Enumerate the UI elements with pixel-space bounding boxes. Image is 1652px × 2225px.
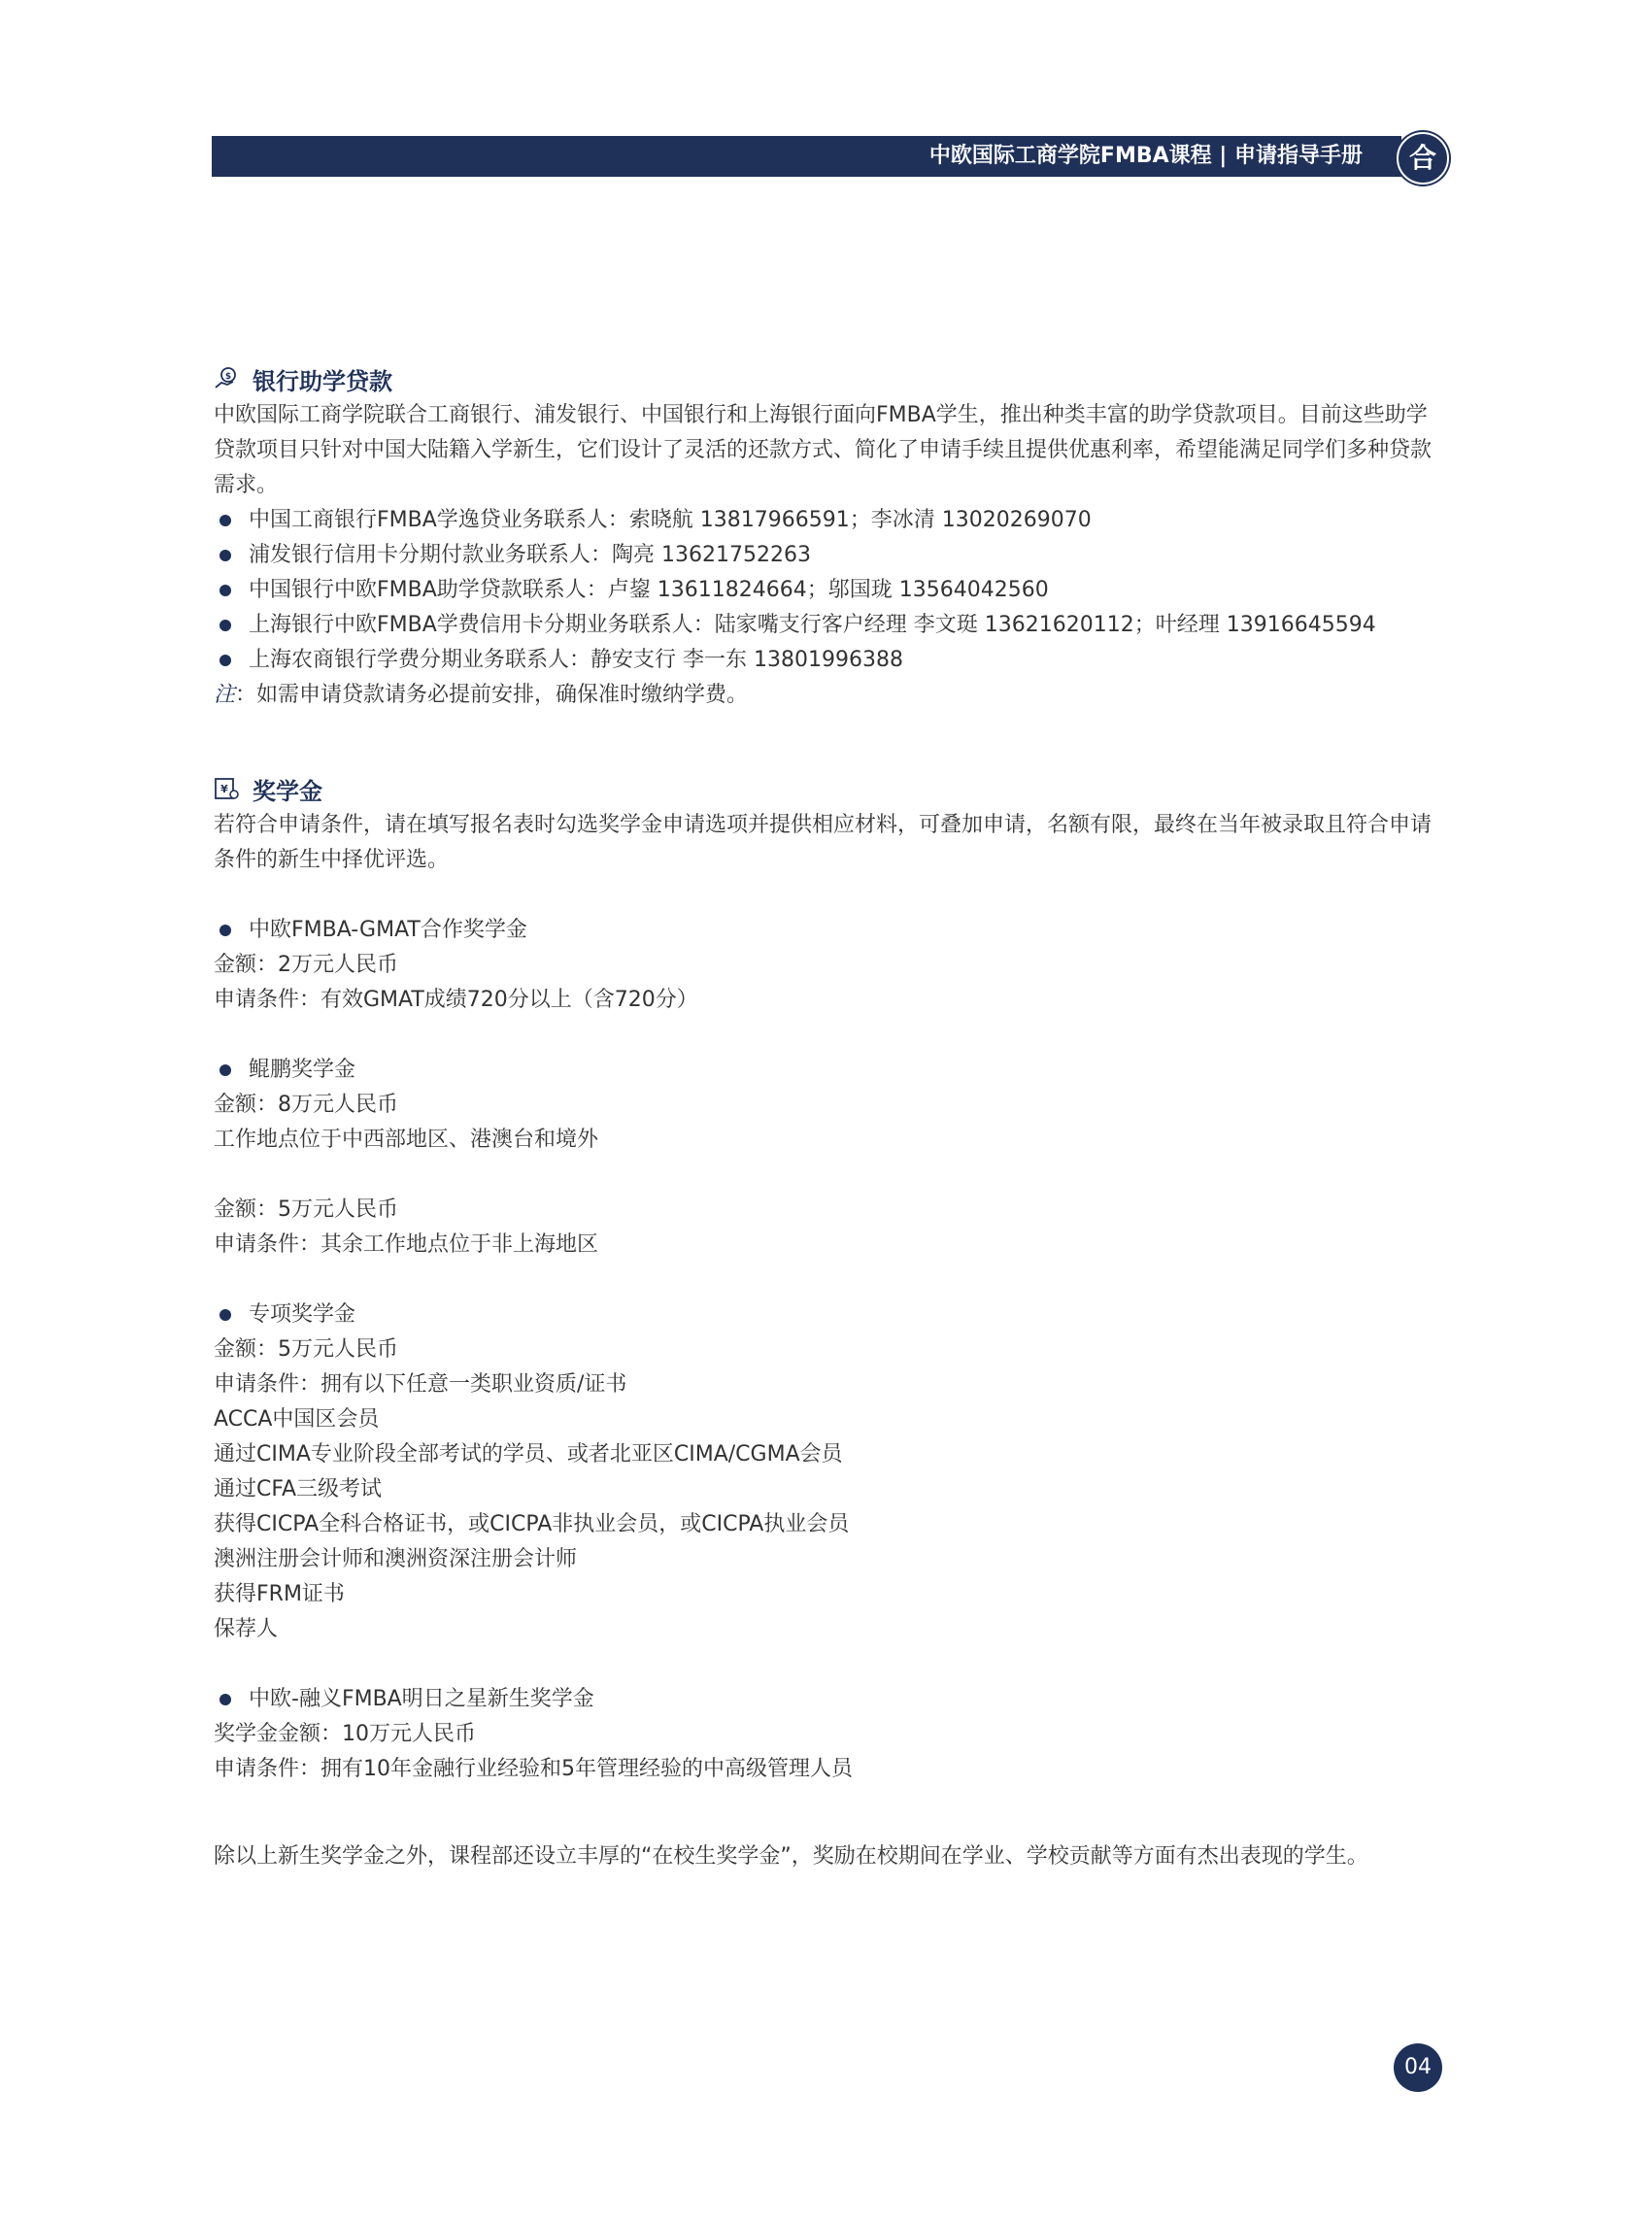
bullet-dot [219, 925, 231, 936]
loan-intro-line: 需求。 [214, 473, 279, 497]
scholarship-gmat-amount: 金额：2万元人民币 [214, 953, 398, 977]
certificate-icon [214, 776, 239, 801]
bullet-dot [219, 1064, 231, 1076]
cert-item: 通过CFA三级考试 [214, 1477, 383, 1501]
loan-title: 银行助学贷款 [253, 367, 392, 395]
header-logo-icon: 合 [1397, 132, 1449, 185]
scholarship-closing: 除以上新生奖学金之外，课程部还设立丰厚的“在校生奖学金”，奖励在校期间在学业、学校贡献等方面有杰出表现的学生。 [214, 1844, 1368, 1869]
scholarship-kunpeng-amount: 金额：5万元人民币 [214, 1197, 398, 1222]
scholarship-kunpeng-condition: 申请条件：其余工作地点位于非上海地区 [214, 1232, 599, 1257]
loan-intro-line: 贷款项目只针对中国大陆籍入学新生，它们设计了灵活的还款方式、简化了申请手续且提供优惠利率，希望能满足同学们多种贷款 [214, 438, 1433, 462]
bullet-dot [219, 1694, 231, 1705]
scholarship-kunpeng-name: 鲲鹏奖学金 [214, 1053, 1447, 1088]
bullet-dot [219, 1309, 231, 1321]
scholarship-intro-line: 若符合申请条件，请在填写报名表时勾选奖学金申请选项并提供相应材料，可叠加申请，名额有限，最终在当年被录取且符合申请 [214, 813, 1433, 837]
scholarship-kunpeng-condition: 工作地点位于中西部地区、港澳台和境外 [214, 1128, 599, 1152]
list-item: 浦发银行信用卡分期付款业务联系人：陶亮 13621752263 [214, 538, 1447, 573]
coin-hand-icon [214, 366, 239, 391]
bullet-dot [219, 620, 231, 631]
scholarship-rongyi-condition: 申请条件：拥有10年金融行业经验和5年管理经验的中高级管理人员 [214, 1757, 853, 1781]
scholarship-special-amount: 金额：5万元人民币 [214, 1337, 398, 1362]
scholarship-title: 奖学金 [253, 777, 322, 805]
scholarship-special-condition: 申请条件：拥有以下任意一类职业资质/证书 [214, 1372, 627, 1397]
bullet-dot [219, 550, 231, 561]
cert-item: 澳洲注册会计师和澳洲资深注册会计师 [214, 1547, 578, 1571]
scholarship-section-title [214, 769, 1447, 808]
scholarship-gmat-condition: 申请条件：有效GMAT成绩720分以上（含720分） [214, 988, 698, 1012]
main-content [214, 359, 1447, 1874]
list-item: 上海银行中欧FMBA学费信用卡分期业务联系人：陆家嘴支行客户经理 李文珽 13621620112；叶经理 13916645594 [214, 608, 1447, 643]
scholarship-gmat-name: 中欧FMBA-GMAT合作奖学金 [214, 913, 1447, 948]
header-title: 中欧国际工商学院FMBA课程 | 申请指导手册 [928, 144, 1363, 168]
loan-note: 注：如需申请贷款请务必提前安排，确保准时缴纳学费。 [214, 683, 749, 707]
cert-item: 获得FRM证书 [214, 1582, 345, 1606]
cert-item: 获得CICPA全科合格证书，或CICPA非执业会员，或CICPA执业会员 [214, 1512, 850, 1536]
scholarship-rongyi-amount: 奖学金金额：10万元人民币 [214, 1722, 476, 1746]
loan-intro-line: 中欧国际工商学院联合工商银行、浦发银行、中国银行和上海银行面向FMBA学生，推出种类丰富的助学贷款项目。目前这些助学 [214, 403, 1428, 427]
bullet-dot [219, 585, 231, 596]
cert-item: 保荐人 [214, 1617, 279, 1641]
list-item: 中国银行中欧FMBA助学贷款联系人：卢鋆 13611824664；邬国珑 13564042560 [214, 573, 1447, 608]
loan-section-title [214, 359, 1447, 398]
bullet-dot [219, 515, 231, 526]
header-bar [212, 136, 1401, 177]
cert-item: ACCA中国区会员 [214, 1407, 380, 1432]
scholarship-special-name: 专项奖学金 [214, 1298, 1447, 1332]
cert-item: 通过CIMA专业阶段全部考试的学员、或者北亚区CIMA/CGMA会员 [214, 1442, 843, 1466]
list-item: 中国工商银行FMBA学逸贷业务联系人：索晓航 13817966591；李冰清 13020269070 [214, 503, 1447, 538]
list-item: 上海农商银行学费分期业务联系人：静安支行 李一东 13801996388 [214, 643, 1447, 678]
svg-text:¥: ¥ [220, 783, 228, 795]
scholarship-rongyi-name: 中欧-融义FMBA明日之星新生奖学金 [214, 1682, 1447, 1717]
scholarship-kunpeng-amount: 金额：8万元人民币 [214, 1093, 398, 1117]
svg-text:$: $ [224, 372, 232, 382]
page-number: 04 [1394, 2043, 1442, 2092]
bullet-dot [219, 655, 231, 666]
scholarship-intro-line: 条件的新生中择优评选。 [214, 848, 450, 872]
